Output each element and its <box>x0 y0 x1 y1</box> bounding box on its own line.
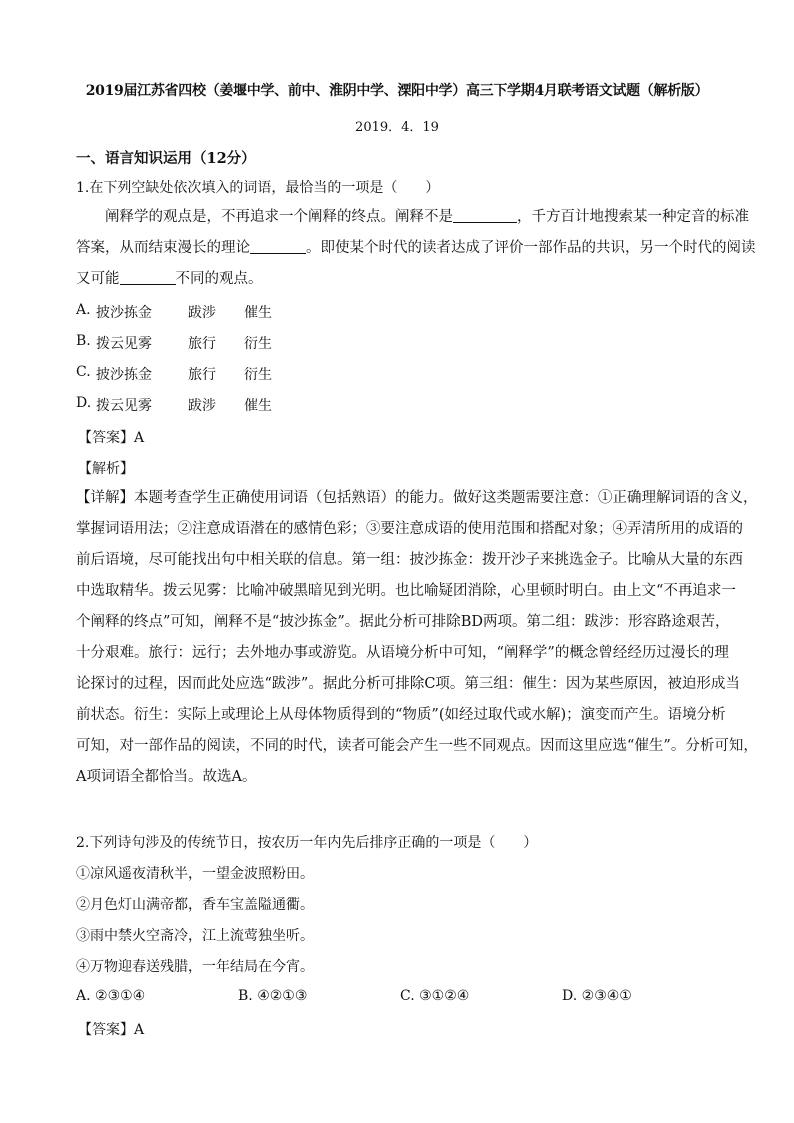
question-2-option-b <box>238 988 307 1004</box>
question-2-stem: 2.下列诗句涉及的传统节日，按农历一年内先后排序正确的一项是（ ） <box>76 835 538 851</box>
option-word: 跋涉 <box>188 305 216 321</box>
passage-segment: 答案，从而结束漫长的理论 <box>76 240 250 256</box>
passage-segment: 阐释学的观点是，不再追求一个阐释的终点。阐释不是 <box>105 209 453 225</box>
passage-segment: 又可能 <box>76 271 120 287</box>
fill-blank-1 <box>453 208 517 224</box>
option-text: ③①②④ <box>419 988 470 1004</box>
passage-segment: 不同的观点。 <box>175 271 263 287</box>
option-label: D. <box>562 988 578 1004</box>
question-1-analysis-heading: 【解析】 <box>78 461 134 477</box>
option-label: C. <box>76 364 91 380</box>
passage-segment: ，千方百计地搜索某一种定音的标准 <box>517 209 749 225</box>
option-word: 旅行 <box>188 367 216 383</box>
option-label: A. <box>76 302 91 318</box>
question-1-stem: 1.在下列空缺处依次填入的词语，最恰当的一项是（ ） <box>76 180 440 196</box>
fill-blank-3 <box>120 270 176 286</box>
analysis-line: A项词语全都恰当。故选A。 <box>76 769 257 785</box>
option-word: 旅行 <box>188 336 216 352</box>
question-2-option-a <box>76 988 145 1004</box>
question-1-option-c <box>76 364 272 383</box>
option-word: 衍生 <box>244 336 272 352</box>
document-date: 2019．4．19 <box>355 120 439 135</box>
section-heading: 一、语言知识运用（12分） <box>76 150 256 167</box>
analysis-line: 前后语境，尽可能找出句中相关联的信息。第一组：披沙拣金：拨开沙子来挑选金子。比喻从大量的东西 <box>76 552 743 568</box>
poem-line: ③雨中禁火空斋冷，江上流莺独坐听。 <box>76 928 314 944</box>
option-label: D. <box>76 395 92 411</box>
option-text: ②③①④ <box>95 988 146 1004</box>
passage-segment: 。即使某个时代的读者达成了评价一部作品的共识，另一个时代的阅读 <box>306 240 756 256</box>
option-word: 披沙拣金 <box>96 367 152 383</box>
option-text: ②③④① <box>581 988 632 1004</box>
option-text: ④②①③ <box>257 988 308 1004</box>
document-title: 2019届江苏省四校（姜堰中学、前中、淮阴中学、溧阳中学）高三下学期4月联考语文试题（解析版） <box>85 83 709 99</box>
option-label: C. <box>400 988 415 1004</box>
option-word: 催生 <box>244 398 272 414</box>
option-word: 拨云见雾 <box>96 398 152 414</box>
analysis-line: 十分艰难。旅行：远行；去外地办事或游览。从语境分析中可知，“阐释学”的概念曾经经历过漫长的理 <box>76 645 729 661</box>
option-word: 催生 <box>244 305 272 321</box>
option-label: B. <box>238 988 253 1004</box>
question-2-option-c <box>400 988 469 1004</box>
analysis-line: 掌握词语用法；②注意成语潜在的感情色彩；③要注意成语的使用范围和搭配对象；④弄清所用的成语的 <box>76 521 743 537</box>
question-2-option-d <box>562 988 632 1004</box>
option-word: 衍生 <box>244 367 272 383</box>
option-word: 跋涉 <box>188 398 216 414</box>
analysis-line: 可知，对一部作品的阅读，不同的时代，读者可能会产生一些不同观点。因而这里应选“催生”。分析可知， <box>76 738 758 754</box>
analysis-line: 【详解】本题考查学生正确使用词语（包括熟语）的能力。做好这类题需要注意：①正确理解词语的含义， <box>76 490 758 506</box>
poem-line: ④万物迎春送残腊，一年结局在今宵。 <box>76 959 314 975</box>
option-word: 披沙拣金 <box>96 305 152 321</box>
question-1-analysis <box>76 483 758 793</box>
fill-blank-2 <box>250 239 306 255</box>
analysis-line: 个阐释的终点”可知，阐释不是“披沙拣金”。据此分析可排除BD两项。第二组：跋涉：形容路途艰苦， <box>76 614 730 630</box>
question-1-option-a <box>76 302 272 321</box>
poem-line: ①凉风遥夜清秋半，一望金波照粉田。 <box>76 866 314 882</box>
analysis-line: 论探讨的过程，因而此处应选“跋涉”。据此分析可排除C项。第三组：催生：因为某些原因，被迫形成当 <box>76 676 740 692</box>
question-2-answer: 【答案】A <box>78 1022 145 1038</box>
analysis-line: 中选取精华。拨云见雾：比喻冲破黑暗见到光明。也比喻疑团消除，心里顿时明白。由上文“不再追求一 <box>76 583 736 599</box>
question-1-option-d <box>76 395 272 414</box>
question-1-answer: 【答案】A <box>78 430 145 446</box>
option-word: 拨云见雾 <box>96 336 152 352</box>
analysis-line: 前状态。衍生：实际上或理论上从母体物质得到的“物质”(如经过取代或水解)；演变而产生。语境分析 <box>76 707 726 723</box>
poem-line: ②月色灯山满帝都，香车宝盖隘通衢。 <box>76 897 314 913</box>
question-1-passage <box>76 202 756 295</box>
question-1-option-b <box>76 333 272 352</box>
option-label: B. <box>76 333 91 349</box>
option-label: A. <box>76 988 91 1004</box>
